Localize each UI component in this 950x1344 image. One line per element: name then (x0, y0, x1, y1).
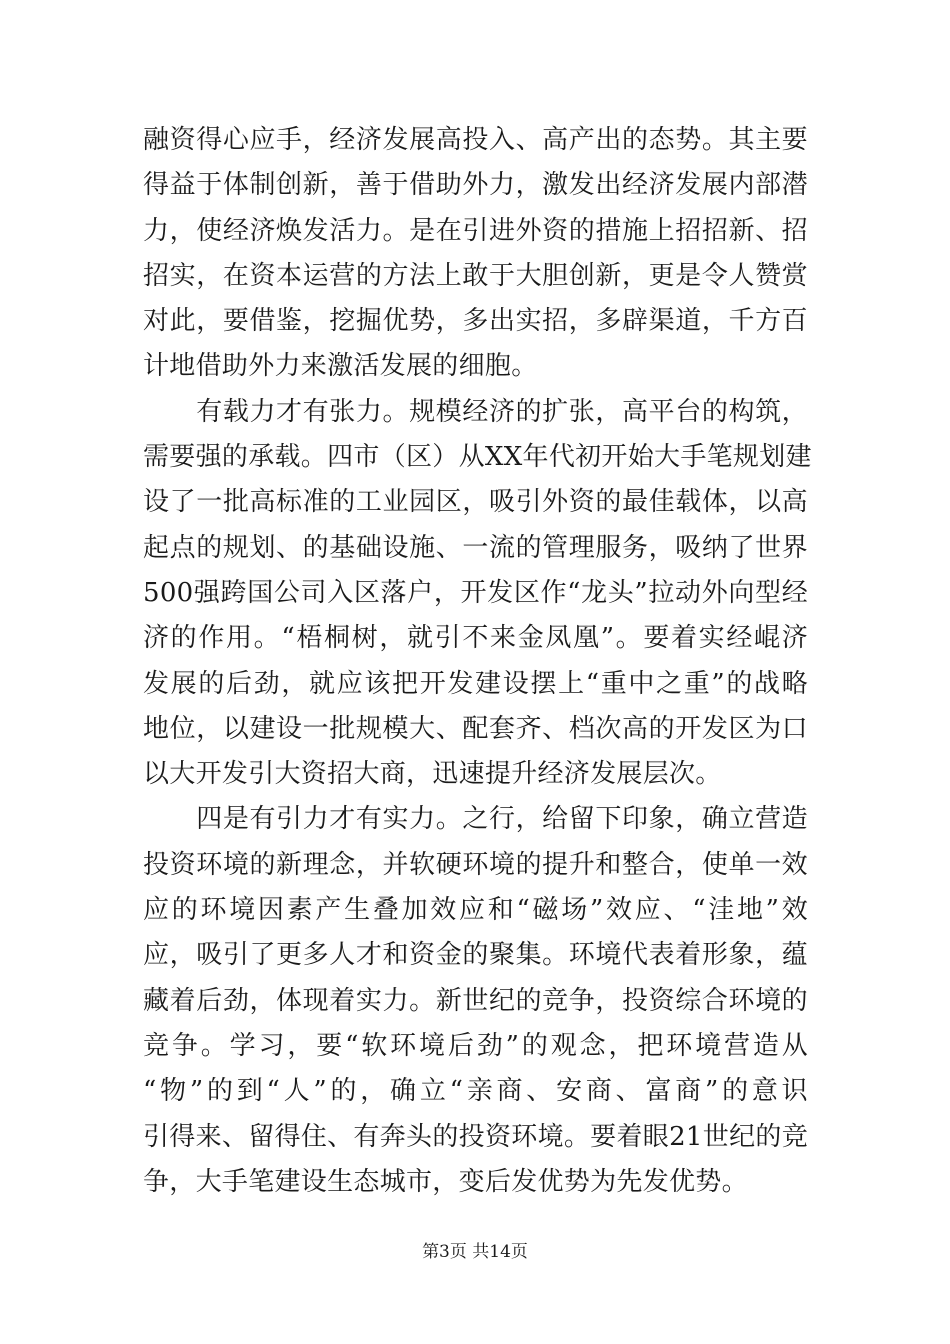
text-line-17: 投资环境的新理念，并软硬环境的提升和整合，使单一效 (143, 849, 808, 880)
page-footer (0, 1240, 950, 1264)
text-line-4: 招实，在资本运营的方法上敢于大胆创新，更是令人赞赏 (143, 260, 808, 291)
text-line-7: 有载力才有张力。规模经济的扩张，高平台的构筑， (143, 396, 808, 427)
text-line-10: 起点的规划、的基础设施、一流的管理服务，吸纳了世界 (143, 532, 808, 563)
text-line-14: 地位，以建设一批规模大、配套齐、档次高的开发区为口 (143, 713, 808, 744)
text-line-3: 力，使经济焕发活力。是在引进外资的措施上招招新、招 (143, 215, 808, 246)
text-line-19: 应，吸引了更多人才和资金的聚集。环境代表着形象，蕴 (143, 940, 808, 971)
text-line-16: 四是有引力才有实力。之行，给留下印象，确立营造 (143, 804, 808, 835)
text-line-9: 设了一批高标准的工业园区，吸引外资的最佳载体，以高 (143, 487, 808, 518)
text-line-20: 藏着后劲，体现着实力。新世纪的竞争，投资综合环境的 (143, 985, 808, 1016)
text-line-22: “物”的到“人”的，确立“亲商、安商、富商”的意识 (143, 1076, 808, 1107)
text-line-11: 500强跨国公司入区落户，开发区作“龙头”拉动外向型经 (143, 577, 808, 608)
page-number-label: 第3页 共14页 (422, 1242, 528, 1262)
text-line-1: 融资得心应手，经济发展高投入、高产出的态势。其主要 (143, 125, 808, 155)
body-text (143, 118, 812, 1205)
text-line-13: 发展的后劲，就应该把开发建设摆上“重中之重”的战略 (143, 668, 808, 699)
text-line-15: 以大开发引大资招大商，迅速提升经济发展层次。 (143, 759, 722, 790)
text-line-23: 引得来、留得住、有奔头的投资环境。要着眼21世纪的竞 (143, 1121, 808, 1152)
text-line-6: 计地借助外力来激活发展的细胞。 (143, 351, 538, 382)
text-line-24: 争，大手笔建设生态城市，变后发优势为先发优势。 (143, 1166, 748, 1197)
text-line-21: 竞争。学习，要“软环境后劲”的观念，把环境营造从 (143, 1030, 808, 1061)
text-line-12: 济的作用。“梧桐树，就引不来金凤凰”。要着实经崐济 (143, 623, 808, 654)
text-line-8: 需要强的承载。四市（区）从XX年代初开始大手笔规划建 (143, 442, 812, 473)
text-line-2: 得益于体制创新，善于借助外力，激发出经济发展内部潜 (143, 170, 808, 201)
text-line-5: 对此，要借鉴，挖掘优势，多出实招，多辟渠道，千方百 (143, 306, 808, 337)
text-line-18: 应的环境因素产生叠加效应和“磁场”效应、“洼地”效 (143, 895, 808, 926)
